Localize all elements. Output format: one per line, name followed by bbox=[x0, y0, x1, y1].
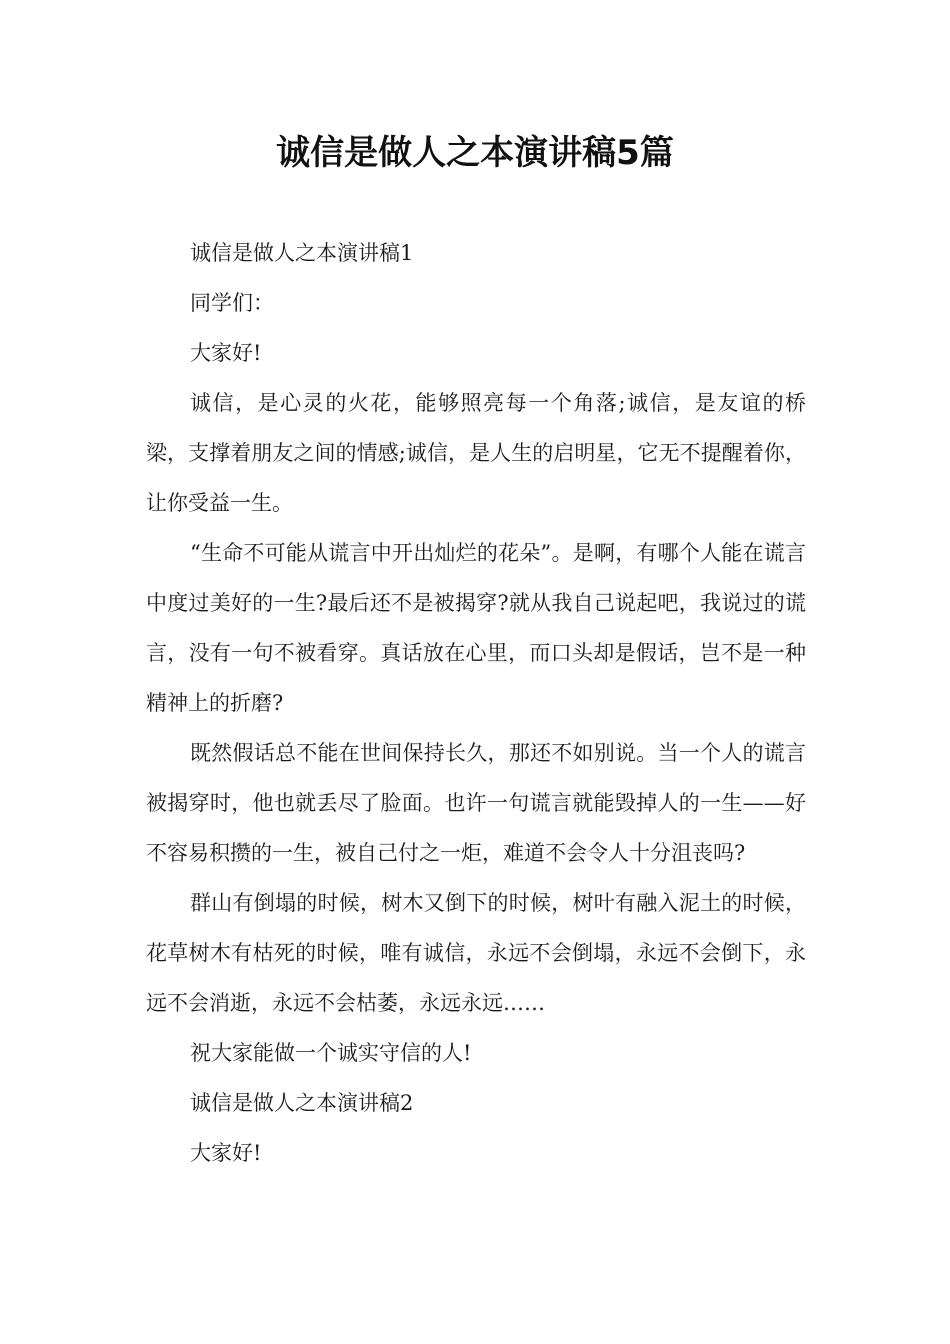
section-heading: 诚信是做人之本演讲稿2 bbox=[190, 1091, 414, 1115]
document-body bbox=[146, 228, 806, 1178]
greeting: 大家好! bbox=[190, 341, 262, 365]
document-title: 诚信是做人之本演讲稿5篇 bbox=[276, 133, 674, 173]
salutation: 同学们： bbox=[190, 291, 274, 315]
body-paragraph: 既然假话总不能在世间保持长久，那还不如别说。当一个人的谎言被揭穿时，他也就丢尽了脸面。也许一句谎言就能毁掉人的一生——好不容易积攒的一生，被自己付之一炬，难道不会令人十分沮丧吗? bbox=[146, 741, 806, 865]
greeting: 大家好! bbox=[190, 1141, 262, 1165]
body-paragraph: “生命不可能从谎言中开出灿烂的花朵”。是啊，有哪个人能在谎言中度过美好的一生?最后还不是被揭穿?就从我自己说起吧，我说过的谎言，没有一句不被看穿。真话放在心里，而口头却是假话，岂不是一种精神上的折磨? bbox=[146, 541, 806, 715]
body-paragraph: 诚信，是心灵的火花，能够照亮每一个角落;诚信，是友谊的桥梁，支撑着朋友之间的情感;诚信，是人生的启明星，它无不提醒着你，让你受益一生。 bbox=[146, 391, 806, 515]
section-heading: 诚信是做人之本演讲稿1 bbox=[190, 241, 414, 265]
body-paragraph: 群山有倒塌的时候，树木又倒下的时候，树叶有融入泥土的时候，花草树木有枯死的时候，唯有诚信，永远不会倒塌，永远不会倒下，永远不会消逝，永远不会枯萎，永远永远…… bbox=[146, 891, 806, 1015]
closing-line: 祝大家能做一个诚实守信的人! bbox=[190, 1041, 472, 1065]
